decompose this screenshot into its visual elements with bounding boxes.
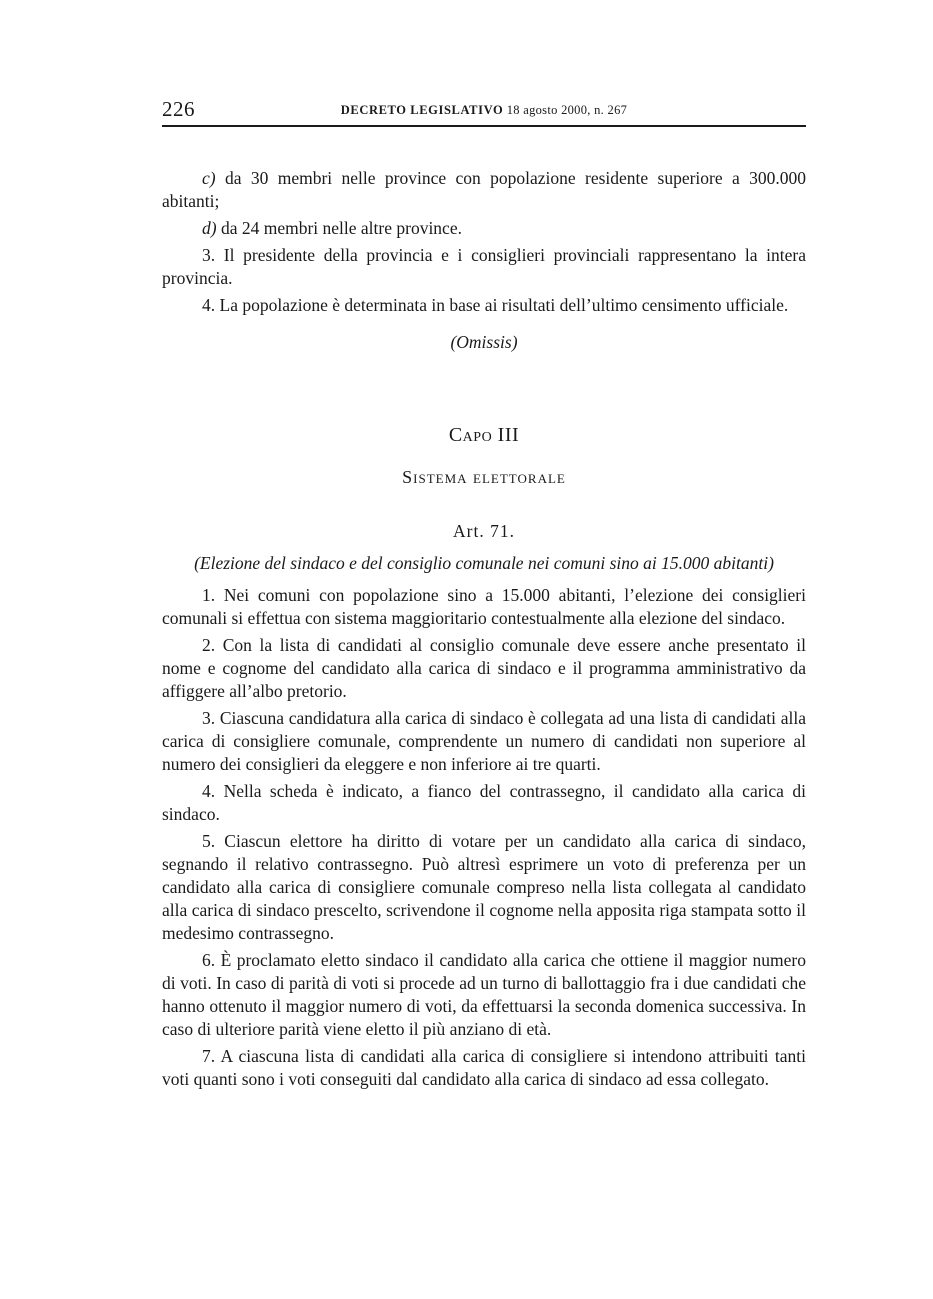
page-header [162, 96, 806, 122]
list-item-c-text: da 30 membri nelle province con popolazione residente superiore a 300.000 abitanti; [162, 168, 807, 211]
list-item-c [162, 167, 806, 213]
document-body [162, 167, 806, 1091]
page-number: 226 [162, 97, 195, 121]
article-paragraph-5: 5. Ciascun elettore ha diritto di votare per un candidato alla carica di sindaco, segnando il relativo contrassegno. Può altresì esprimere un voto di preferenza per un candidato alla carica di consigliere comunale compreso nella lista collegata al candidato alla carica di sindaco prescelto, scrivendone il cognome nella apposita riga stampata sotto il medesimo contrassegno. [162, 831, 806, 943]
article-paragraph-6: 6. È proclamato eletto sindaco il candidato alla carica che ottiene il maggior numero di voti. In caso di parità di voti si procede ad un turno di ballottaggio fra i due candidati che hanno ottenuto il maggior numero di voti, da effettuarsi la seconda domenica successiva. In caso di ulteriore parità viene eletto il più anziano di età. [162, 950, 806, 1039]
article-paragraph-7: 7. A ciascuna lista di candidati alla carica di consigliere si intendono attribuiti tanti voti quanti sono i voti conseguiti dal candidato alla carica di sindaco ad essa collegato. [162, 1046, 806, 1089]
list-item-c-marker: c) [202, 168, 216, 188]
list-item-d [162, 217, 806, 240]
running-title-date: 18 agosto 2000, n. 267 [503, 103, 628, 117]
running-title-decree: DECRETO LEGISLATIVO [340, 103, 504, 117]
running-title [162, 103, 806, 118]
article-paragraph-1: 1. Nei comuni con popolazione sino a 15.000 abitanti, l’elezione dei consiglieri comunali si effettua con sistema maggioritario contestualmente alla elezione del sindaco. [162, 585, 806, 628]
list-item-d-marker: d) [202, 218, 217, 238]
page-content [162, 0, 806, 1095]
article-subtitle: (Elezione del sindaco e del consiglio comunale nei comuni sino ai 15.000 abitanti) [194, 553, 774, 573]
chapter-heading: Capo III [448, 424, 520, 446]
list-item-d-text: da 24 membri nelle altre province. [220, 218, 462, 238]
header-rule [162, 125, 806, 127]
article-paragraph-4: 4. Nella scheda è indicato, a fianco del contrassegno, il candidato alla carica di sindaco. [162, 781, 806, 824]
article-paragraph-2: 2. Con la lista di candidati al consiglio comunale deve essere anche presentato il nome e cognome del candidato alla carica di sindaco e il programma amministrativo da affiggere all’albo pretorio. [162, 635, 806, 701]
intro-paragraph-4: 4. La popolazione è determinata in base ai risultati dell’ultimo censimento ufficiale. [202, 295, 789, 315]
article-number: Art. 71. [453, 521, 515, 541]
section-title: Sistema elettorale [402, 467, 566, 487]
article-paragraph-3: 3. Ciascuna candidatura alla carica di sindaco è collegata ad una lista di candidati alla carica di consigliere comunale, comprendente un numero di candidati non superiore al numero dei consiglieri da eleggere e non inferiore ai tre quarti. [162, 708, 806, 774]
article-body [162, 584, 806, 1091]
intro-paragraph-3: 3. Il presidente della provincia e i consiglieri provinciali rappresentano la intera provincia. [162, 245, 806, 288]
omissis-note: (Omissis) [450, 332, 518, 352]
